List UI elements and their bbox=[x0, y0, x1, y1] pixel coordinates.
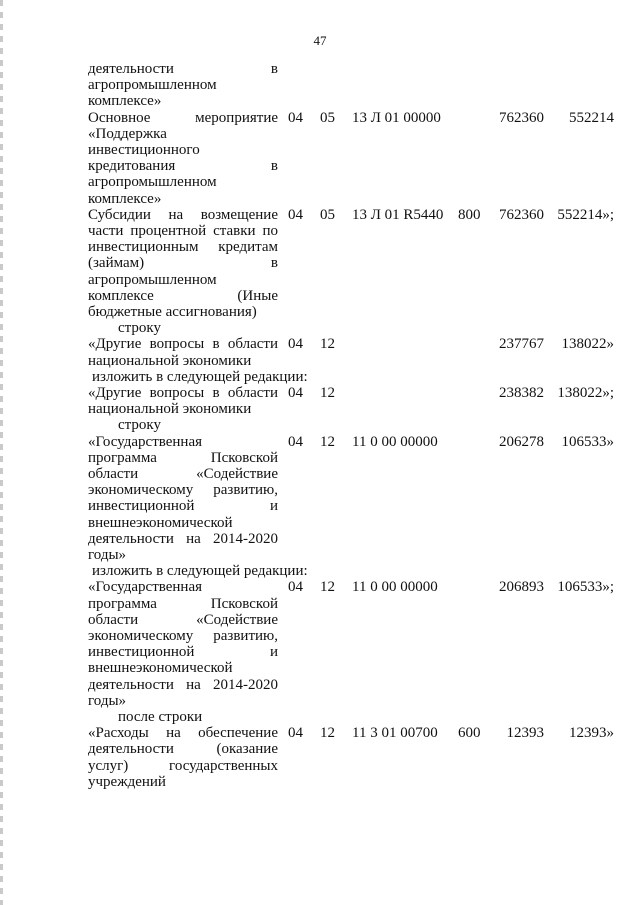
description-line: деятельности на 2014-2020 bbox=[88, 676, 278, 693]
subsection-code: 12 bbox=[320, 725, 335, 742]
description-line: внешнеэкономической bbox=[88, 514, 233, 531]
description-line: бюджетные ассигнования) bbox=[88, 303, 257, 320]
amount-year-1: 206278 bbox=[499, 433, 544, 450]
amount-year-2: 552214»; bbox=[557, 206, 614, 223]
table-row bbox=[0, 207, 640, 320]
description-line: «Государственная bbox=[88, 433, 203, 450]
section-code: 04 bbox=[288, 725, 303, 742]
amount-year-2: 106533» bbox=[561, 433, 614, 450]
instruction-block bbox=[0, 369, 640, 385]
description-line: комплексе» bbox=[88, 190, 162, 207]
description-line: части процентной ставки по bbox=[88, 222, 278, 239]
description-line: Субсидии на возмещение bbox=[88, 206, 278, 223]
description-line: комплексе (Иные bbox=[88, 287, 278, 304]
subsection-code: 05 bbox=[320, 109, 335, 126]
description-line: программа Псковской bbox=[88, 595, 278, 612]
description-line: «Поддержка bbox=[88, 125, 167, 142]
table-row bbox=[0, 61, 640, 110]
description-line: деятельности на 2014-2020 bbox=[88, 530, 278, 547]
row-description bbox=[88, 207, 278, 320]
description-line: экономическому развитию, bbox=[88, 482, 278, 499]
instruction-text: строку bbox=[118, 417, 161, 434]
description-line: деятельности (оказание bbox=[88, 741, 278, 758]
table-row bbox=[0, 385, 640, 417]
expense-type-code: 600 bbox=[458, 725, 481, 742]
instruction-text: изложить в следующей редакции: bbox=[92, 563, 308, 580]
description-line: деятельности в bbox=[88, 61, 278, 77]
amount-year-2: 106533»; bbox=[557, 579, 614, 596]
section-code: 04 bbox=[288, 336, 303, 353]
target-article-code: 13 Л 01 R5440 bbox=[352, 206, 444, 223]
table-row bbox=[0, 434, 640, 564]
description-line: кредитования в bbox=[88, 158, 278, 175]
subsection-code: 12 bbox=[320, 336, 335, 353]
row-description bbox=[88, 579, 278, 709]
amount-year-2: 552214 bbox=[569, 109, 614, 126]
description-line: «Другие вопросы в области bbox=[88, 385, 278, 401]
description-line: (займам) в bbox=[88, 255, 278, 272]
subsection-code: 12 bbox=[320, 433, 335, 450]
row-description bbox=[88, 336, 278, 368]
instruction-text: изложить в следующей редакции: bbox=[92, 368, 308, 385]
description-line: инвестиционного bbox=[88, 141, 200, 158]
description-line: «Другие вопросы в области bbox=[88, 336, 278, 353]
description-line: инвестиционной и bbox=[88, 498, 278, 515]
table-row bbox=[0, 110, 640, 207]
subsection-code: 12 bbox=[320, 385, 335, 401]
description-line: годы» bbox=[88, 546, 127, 563]
description-line: инвестиционной и bbox=[88, 644, 278, 661]
description-line: агропромышленном bbox=[88, 271, 217, 288]
description-line: программа Псковской bbox=[88, 449, 278, 466]
description-line: «Государственная bbox=[88, 579, 203, 596]
description-line: годы» bbox=[88, 692, 127, 709]
target-article-code: 11 0 00 00000 bbox=[352, 579, 438, 596]
instruction-text: строку bbox=[118, 320, 161, 337]
amount-year-1: 238382 bbox=[499, 385, 544, 401]
instruction-text: после строки bbox=[118, 709, 203, 725]
amount-year-2: 138022» bbox=[561, 336, 614, 353]
description-line: национальной экономики bbox=[88, 352, 252, 369]
description-line: национальной экономики bbox=[88, 401, 252, 418]
instruction-block bbox=[0, 709, 640, 725]
description-line: Основное мероприятие bbox=[88, 109, 278, 126]
row-description bbox=[88, 110, 278, 207]
amount-year-1: 762360 bbox=[499, 109, 544, 126]
description-line: экономическому развитию, bbox=[88, 627, 278, 644]
description-line: комплексе» bbox=[88, 93, 162, 110]
instruction-block bbox=[0, 320, 640, 336]
target-article-code: 11 3 01 00700 bbox=[352, 725, 438, 742]
section-code: 04 bbox=[288, 385, 303, 401]
description-line: агропромышленном bbox=[88, 174, 217, 191]
row-description bbox=[88, 725, 278, 790]
amount-year-2: 138022»; bbox=[557, 385, 614, 401]
description-line: области «Содействие bbox=[88, 611, 278, 628]
instruction-block bbox=[0, 417, 640, 433]
section-code: 04 bbox=[288, 206, 303, 223]
page-number: 47 bbox=[313, 33, 327, 48]
section-code: 04 bbox=[288, 433, 303, 450]
amount-year-1: 12393 bbox=[506, 725, 544, 742]
row-description bbox=[88, 434, 278, 564]
section-code: 04 bbox=[288, 579, 303, 596]
description-line: инвестиционным кредитам bbox=[88, 239, 278, 256]
description-line: «Расходы на обеспечение bbox=[88, 725, 278, 742]
target-article-code: 11 0 00 00000 bbox=[352, 433, 438, 450]
amount-year-1: 237767 bbox=[499, 336, 544, 353]
description-line: услуг) государственных bbox=[88, 757, 278, 774]
description-line: учреждений bbox=[88, 773, 166, 790]
table-row bbox=[0, 725, 640, 790]
description-line: агропромышленном bbox=[88, 77, 217, 94]
instruction-block bbox=[0, 563, 640, 579]
description-line: области «Содействие bbox=[88, 465, 278, 482]
section-code: 04 bbox=[288, 109, 303, 126]
row-description bbox=[88, 385, 278, 417]
table-row bbox=[0, 579, 640, 709]
expense-type-code: 800 bbox=[458, 206, 481, 223]
amount-year-1: 762360 bbox=[499, 206, 544, 223]
target-article-code: 13 Л 01 00000 bbox=[352, 109, 441, 126]
amount-year-2: 12393» bbox=[569, 725, 614, 742]
description-line: внешнеэкономической bbox=[88, 660, 233, 677]
subsection-code: 05 bbox=[320, 206, 335, 223]
amount-year-1: 206893 bbox=[499, 579, 544, 596]
row-description bbox=[88, 61, 278, 110]
table-row bbox=[0, 336, 640, 368]
subsection-code: 12 bbox=[320, 579, 335, 596]
